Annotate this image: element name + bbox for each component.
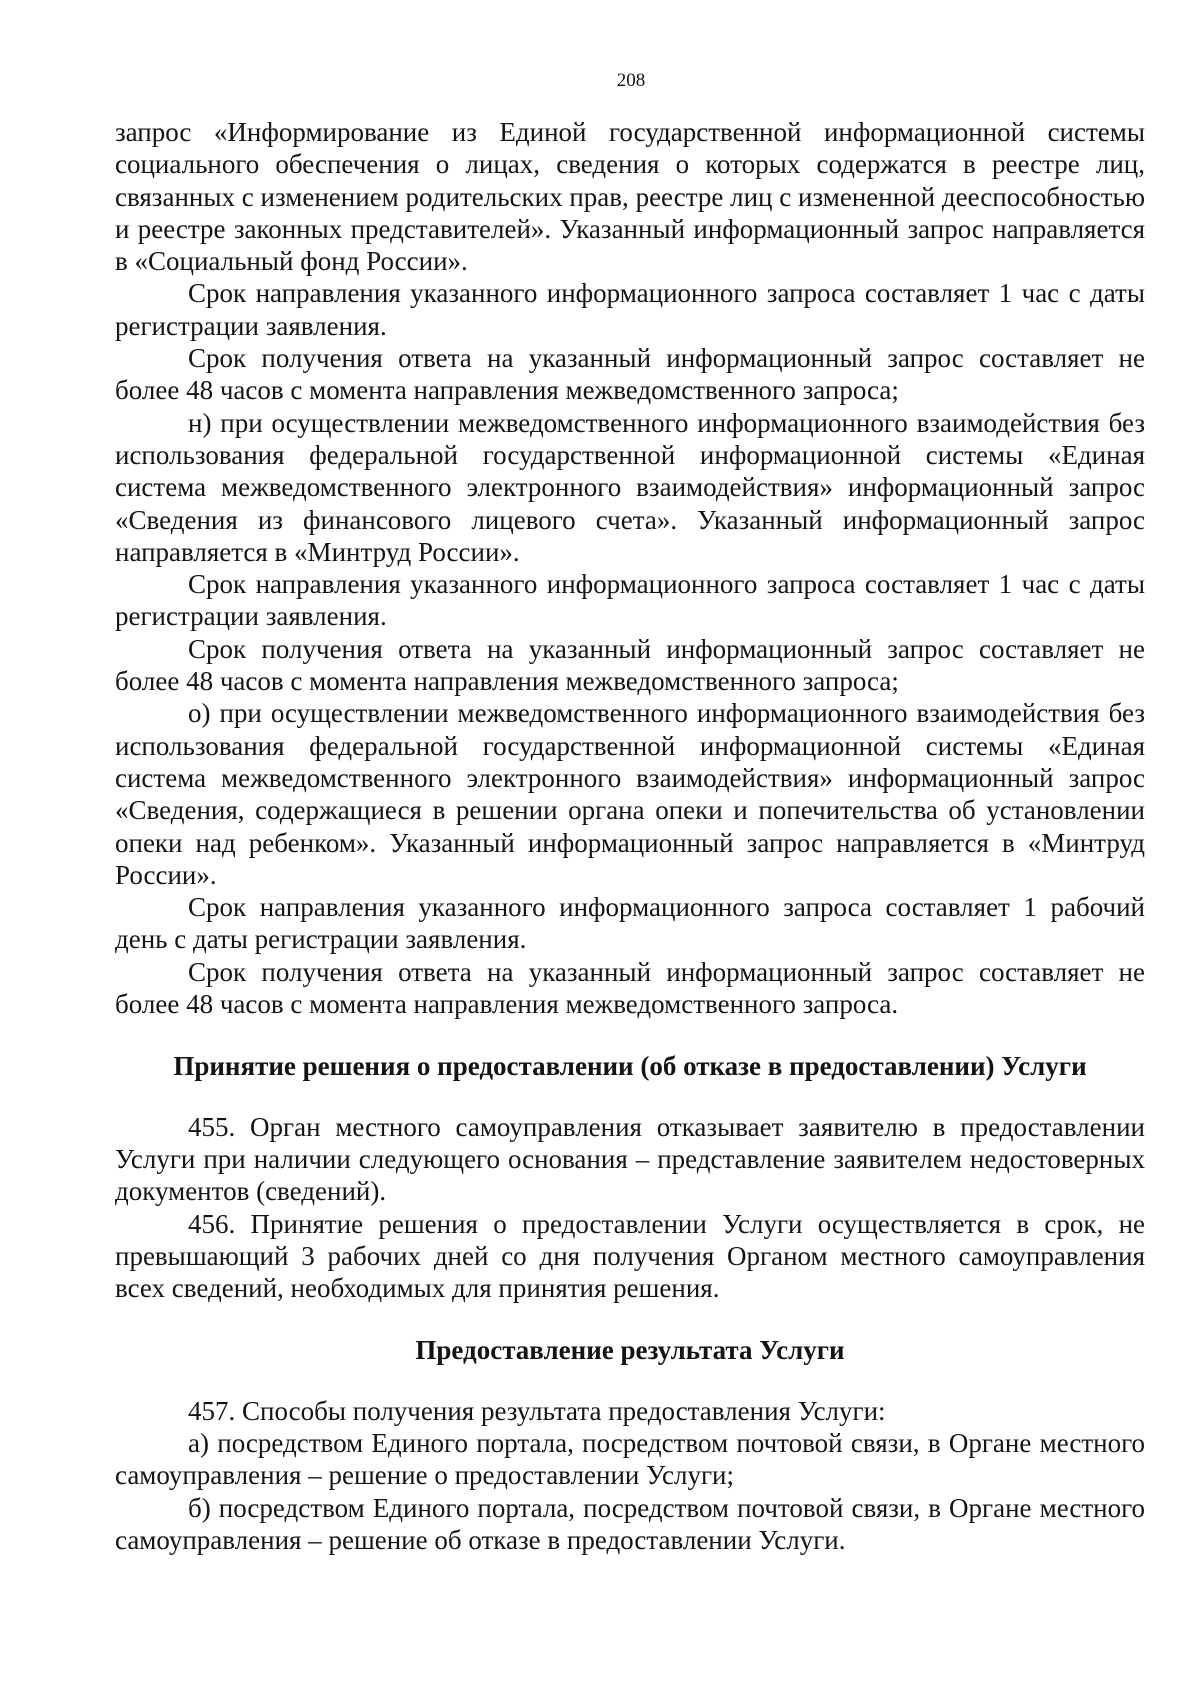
page-number: 208 [616, 70, 646, 91]
section-heading-result: Предоставление результата Услуги [415, 1335, 845, 1366]
paragraph: н) при осуществлении межведомственного информационного взаимодействия без использования федеральной государственной информационной системы «Единая система межведомственного электронного взаимодействия» информационный запрос «Сведения из финансового лицевого счета». Указанный информационный запрос направляется в «Минтруд России». [115, 407, 1145, 567]
paragraph-456: 456. Принятие решения о предоставлении Услуги осуществляется в срок, не превышающий 3 рабочих дней со дня получения Органом местного самоуправления всех сведений, необходимых для принятия решения. [115, 1208, 1145, 1304]
paragraph: о) при осуществлении межведомственного информационного взаимодействия без использования федеральной государственной информационной системы «Единая система межведомственного электронного взаимодействия» информационный запрос «Сведения, содержащиеся в решении органа опеки и попечительства об установлении опеки над ребенком». Указанный информационный запрос направляется в «Минтруд России». [115, 698, 1145, 890]
paragraph: запрос «Информирование из Единой государственной информационной системы социального обеспечения о лицах, сведения о которых содержатся в реестре лиц, связанных с изменением родительских прав, реестре лиц с измененной дееспособностью и реестре законных представителей». Указанный информационный запрос направляется в «Социальный фонд России». [115, 117, 1145, 277]
paragraph-457-a: а) посредством Единого портала, посредством почтовой связи, в Органе местного самоуправления – решение о предоставлении Услуги; [115, 1427, 1145, 1491]
paragraph-457-b: б) посредством Единого портала, посредством почтовой связи, в Органе местного самоуправления – решение об отказе в предоставлении Услуги. [115, 1492, 1145, 1555]
paragraph: Срок направления указанного информационного запроса составляет 1 час с даты регистрации заявления. [115, 278, 1145, 341]
section-heading-decision: Принятие решения о предоставлении (об отказе в предоставлении) Услуги [173, 1051, 1087, 1082]
document-body [115, 116, 1145, 1556]
paragraph: Срок направления указанного информационного запроса составляет 1 час с даты регистрации заявления. [115, 569, 1145, 632]
paragraph: Срок получения ответа на указанный информационный запрос составляет не более 48 часов с момента направления межведомственного запроса. [115, 956, 1145, 1020]
paragraph: Срок получения ответа на указанный информационный запрос составляет не более 48 часов с момента направления межведомственного запроса; [115, 633, 1145, 697]
paragraph: Срок получения ответа на указанный информационный запрос составляет не более 48 часов с момента направления межведомственного запроса; [115, 343, 1145, 406]
paragraph-455: 455. Орган местного самоуправления отказывает заявителю в предоставлении Услуги при наличии следующего основания – представление заявителем недостоверных документов (сведений). [115, 1111, 1145, 1207]
paragraph: Срок направления указанного информационного запроса составляет 1 рабочий день с даты регистрации заявления. [115, 892, 1145, 955]
paragraph-457: 457. Способы получения результата предоставления Услуги: [188, 1395, 886, 1426]
